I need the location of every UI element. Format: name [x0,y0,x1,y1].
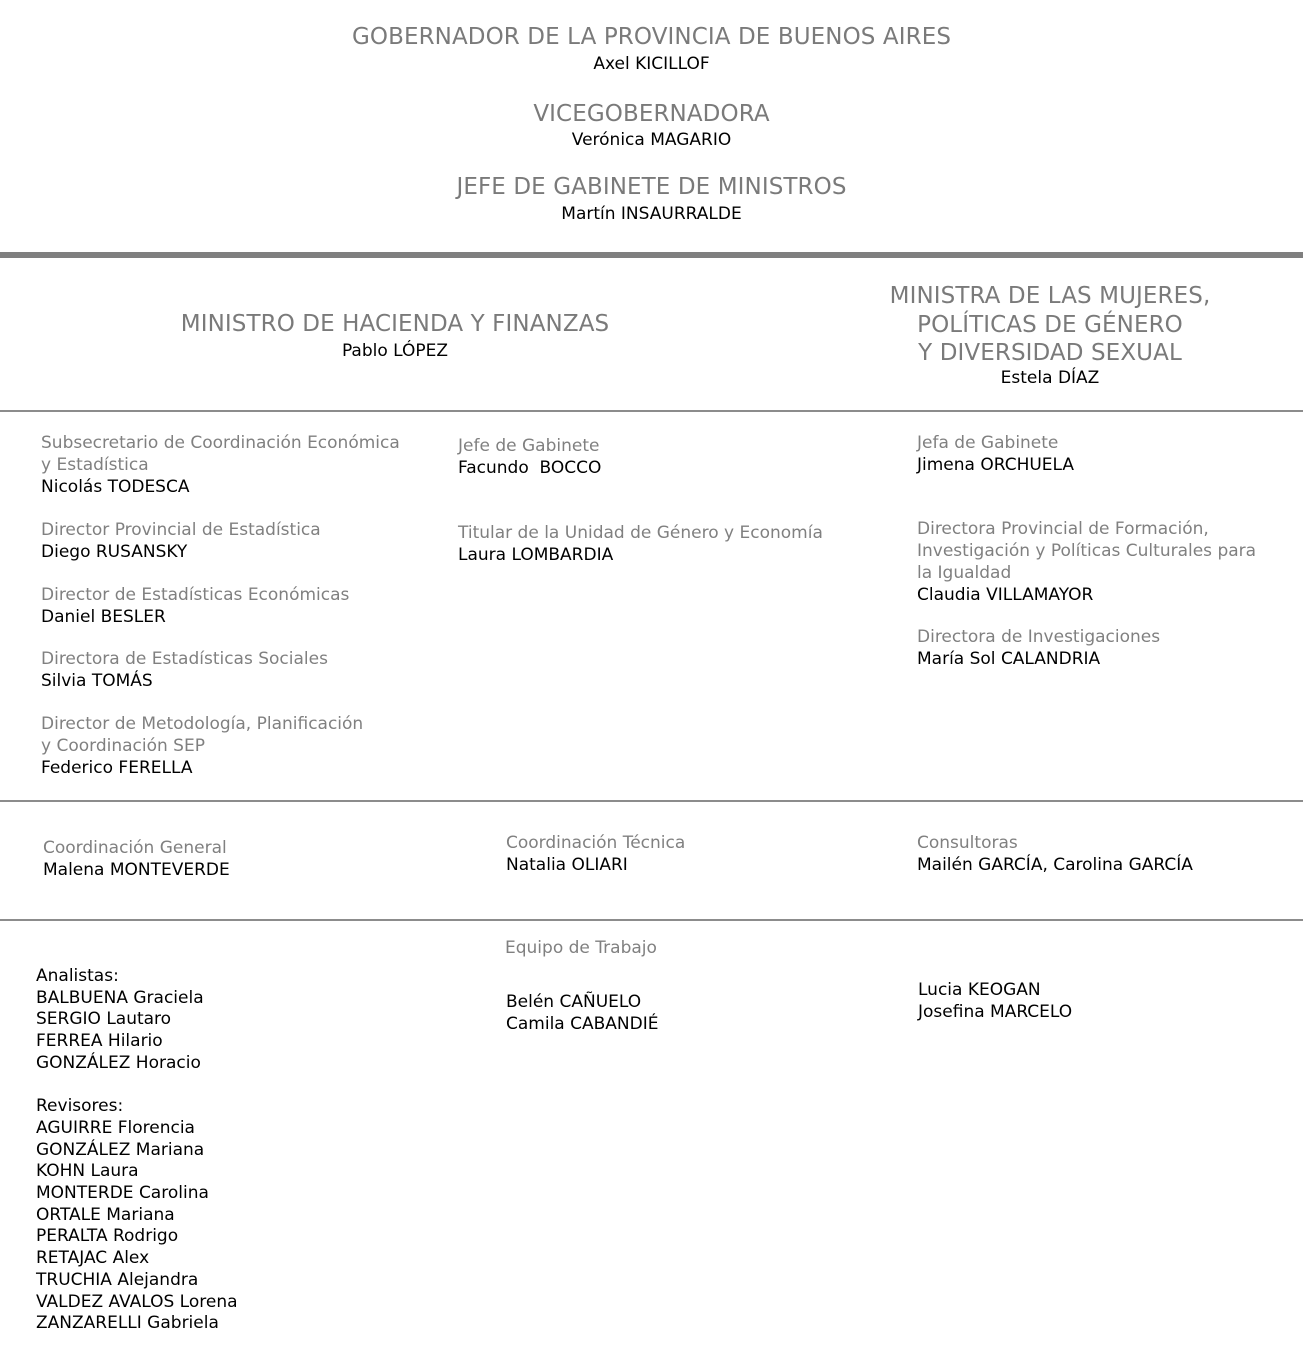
team-column-3 [918,980,1072,1023]
list-item: ORTALE Mariana [36,1204,175,1225]
minister-hacienda-block [95,311,695,361]
list-item: TRUCHIA Alejandra [36,1269,199,1290]
list-item: VALDEZ AVALOS Lorena [36,1291,238,1312]
list-item: PERALTA Rodrigo [36,1226,179,1247]
official-name: Claudia VILLAMAYOR [917,585,1094,605]
team-column-1 [36,966,238,1335]
list-item: Belén CAÑUELO [506,992,642,1012]
official-name: Federico FERELLA [41,758,193,778]
list-item: KOHN Laura [36,1161,139,1182]
list-item: FERREA Hilario [36,1031,163,1052]
spacer [36,1075,238,1097]
minister-hacienda-title: MINISTRO DE HACIENDA Y FINANZAS [180,311,610,337]
official-role: Jefa de Gabinete [917,433,1059,453]
minister-mujeres-name: Estela DÍAZ [1000,367,1100,388]
list-item: GONZÁLEZ Horacio [36,1052,201,1073]
team-column-2 [506,992,658,1035]
vice-governor-title: VICEGOBERNADORA [533,101,770,127]
header-divider [0,252,1303,258]
coordination-general [43,837,463,881]
official-name: Laura LOMBARDIA [458,545,614,565]
official-entry [917,432,1297,476]
minister-mujeres-title-line: Y DIVERSIDAD SEXUAL [918,340,1182,366]
official-role: Titular de la Unidad de Género y Economía [458,523,823,543]
official-role: Director Provincial de Estadística [41,520,321,540]
official-entry [41,713,441,779]
analistas-label: Analistas: [36,966,119,986]
chief-of-cabinet-name: Martín INSAURRALDE [561,204,742,224]
official-role: Director de Estadísticas Económicas [41,585,350,605]
coordination-name: Mailén GARCÍA, Carolina GARCÍA [917,855,1193,875]
official-role: Directora Provincial de Formación, [917,519,1209,539]
official-role: Directora de Investigaciones [917,627,1161,647]
governor-block [0,24,1303,74]
vice-governor-name: Verónica MAGARIO [571,130,732,150]
chief-of-cabinet-block [0,174,1303,224]
list-item: RETAJAC Alex [36,1248,150,1269]
coordination-consultoras [917,832,1297,876]
minister-mujeres-title-line: MINISTRA DE LAS MUJERES, [889,283,1211,309]
list-item: Lucia KEOGAN [918,980,1041,1000]
coordination-role: Coordinación Técnica [506,833,686,853]
list-item: Camila CABANDIÉ [506,1013,659,1034]
official-role: la Igualdad [917,563,1012,583]
revisores-label: Revisores: [36,1096,124,1117]
official-role: y Coordinación SEP [41,736,205,756]
official-role: Subsecretario de Coordinación Económica [41,433,400,453]
list-item: ZANZARELLI Gabriela [36,1313,219,1334]
official-role: Directora de Estadísticas Sociales [41,649,328,669]
minister-mujeres-block [850,282,1250,388]
official-entry [458,435,878,479]
official-entry [917,626,1297,670]
section-divider [0,919,1303,921]
list-item: SERGIO Lautaro [36,1009,172,1030]
official-entry [458,522,878,566]
chief-of-cabinet-title: JEFE DE GABINETE DE MINISTROS [456,174,847,200]
official-role: Jefe de Gabinete [458,436,600,456]
minister-hacienda-name: Pablo LÓPEZ [341,341,449,361]
coordination-name: Natalia OLIARI [506,855,628,875]
official-name: Nicolás TODESCA [41,477,190,497]
official-entry [41,432,441,498]
official-name: Facundo BOCCO [458,458,602,478]
official-name: Jimena ORCHUELA [917,455,1075,475]
vice-governor-block [0,101,1303,150]
official-name: Silvia TOMÁS [41,671,153,691]
coordination-name: Malena MONTEVERDE [43,860,230,880]
official-name: Diego RUSANSKY [41,542,188,562]
official-role: Director de Metodología, Planificación [41,714,364,734]
coordination-role: Consultoras [917,833,1018,853]
official-name: María Sol CALANDRIA [917,649,1101,669]
section-divider [0,800,1303,802]
coordination-role: Coordinación General [43,838,227,858]
list-item: Josefina MARCELO [918,1001,1073,1022]
official-role: y Estadística [41,455,149,475]
section-divider [0,410,1303,412]
official-entry [41,648,441,692]
official-entry [41,519,441,563]
team-title: Equipo de Trabajo [505,938,657,958]
list-item: GONZÁLEZ Mariana [36,1139,205,1160]
list-item: AGUIRRE Florencia [36,1117,195,1138]
official-entry [41,584,441,628]
coordination-tecnica [506,832,906,876]
minister-mujeres-title-line: POLÍTICAS DE GÉNERO [917,311,1183,338]
governor-title: GOBERNADOR DE LA PROVINCIA DE BUENOS AIRES [351,24,952,50]
list-item: BALBUENA Graciela [36,987,204,1008]
list-item: MONTERDE Carolina [36,1183,209,1204]
official-role: Investigación y Políticas Culturales para [917,541,1257,561]
official-name: Daniel BESLER [41,607,166,627]
official-entry [917,518,1297,606]
governor-name: Axel KICILLOF [593,54,710,74]
